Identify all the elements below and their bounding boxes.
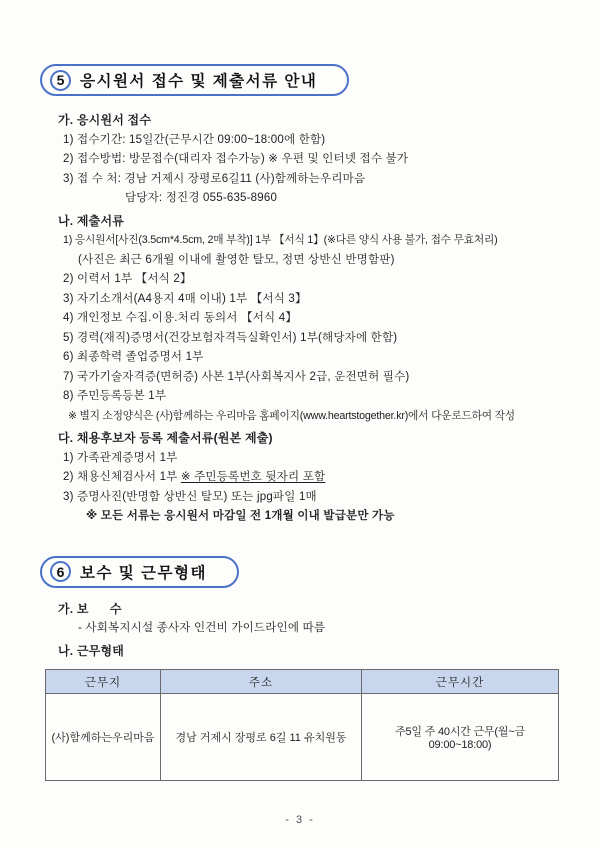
cell-address: 경남 거제시 장평로 6길 11 유치원동 xyxy=(161,694,362,781)
list-item: 3) 자기소개서(A4용지 4매 이내) 1부 【서식 3】 xyxy=(63,292,307,305)
list-item: 3) 접 수 처: 경남 거제시 장평로6길11 (사)함께하는우리마음 xyxy=(63,172,366,185)
table-header-address: 주소 xyxy=(161,670,362,694)
list-item: 2) 이력서 1부 【서식 2】 xyxy=(63,273,192,285)
table-header-workplace: 근무지 xyxy=(46,670,161,694)
section-number-badge: 6 xyxy=(50,561,71,582)
subsection-heading: 나. 근무형태 xyxy=(58,643,125,658)
subsection-heading: 가. 보 수 xyxy=(58,601,122,616)
list-item: 1) 가족관계증명서 1부 xyxy=(63,451,178,464)
table-header-workhours: 근무시간 xyxy=(362,670,559,694)
list-item: 1) 접수기간: 15일간(근무시간 09:00~18:00에 한함) xyxy=(63,133,326,146)
section-5-body xyxy=(40,111,560,527)
list-item: 1) 응시원서[사진(3.5cm*4.5cm, 2매 부착)] 1부 【서식 1】(※다른 양식 사용 불가, 접수 무효처리) xyxy=(63,234,498,246)
list-item: 2) 접수방법: 방문접수(대리자 접수가능) ※ 우편 및 인터넷 접수 불가 xyxy=(63,153,409,165)
section-6-body xyxy=(40,600,560,782)
list-item: 5) 경력(재직)증명서(건강보험자격득실확인서) 1부(해당자에 한함) xyxy=(63,331,398,344)
note-line: ※ 별지 소정양식은 (사)함께하는 우리마음 홈페이지(www.heartstogether.kr)에서 다운로드하여 작성 xyxy=(68,409,515,422)
section-6-wrap xyxy=(40,556,560,588)
list-item: 6) 최종학력 졸업증명서 1부 xyxy=(63,351,204,363)
subsection-heading: 나. 제출서류 xyxy=(58,213,125,228)
subsection-heading: 가. 응시원서 접수 xyxy=(58,113,152,127)
cell-workhours: 주5일 주 40시간 근무(월~금 09:00~18:00) xyxy=(362,694,559,781)
detail-line: - 사회복지시설 종사자 인건비 가이드라인에 따름 xyxy=(78,622,326,634)
work-condition-table xyxy=(45,669,559,781)
section-number-badge: 5 xyxy=(50,70,71,91)
list-item: 4) 개인정보 수집.이용.처리 동의서 【서식 4】 xyxy=(63,312,298,324)
section-title: 보수 및 근무형태 xyxy=(80,564,207,582)
subsection-heading: 다. 채용후보자 등록 제출서류(원본 제출) xyxy=(58,431,273,445)
underlined-note: ※ 주민등록번호 뒷자리 포함 xyxy=(180,471,326,483)
list-item-text: 2) 채용신체검사서 1부 xyxy=(63,471,181,483)
list-item-continuation: (사진은 최근 6개월 이내에 촬영한 탈모, 정면 상반신 반명함판) xyxy=(78,253,395,266)
table-row xyxy=(46,694,559,781)
cell-workplace: (사)함께하는우리마음 xyxy=(46,694,161,781)
list-item xyxy=(63,468,560,488)
list-item: 7) 국가기술자격증(면허증) 사본 1부(사회복지사 2급, 운전면허 필수) xyxy=(63,370,410,383)
contact-line: 담당자: 정진경 055-635-8960 xyxy=(125,192,278,204)
section-title: 응시원서 접수 및 제출서류 안내 xyxy=(80,73,318,90)
note-line-bold: ※ 모든 서류는 응시원서 마감일 전 1개월 이내 발급분만 가능 xyxy=(86,510,395,522)
section-6-header xyxy=(40,556,239,588)
list-item: 8) 주민등록등본 1부 xyxy=(63,390,167,402)
page-number: - 3 - xyxy=(285,814,315,826)
section-5-header xyxy=(40,64,349,96)
table-header-row xyxy=(46,670,559,694)
list-item: 3) 증명사진(반명함 상반신 탈모) 또는 jpg파일 1매 xyxy=(63,490,317,503)
